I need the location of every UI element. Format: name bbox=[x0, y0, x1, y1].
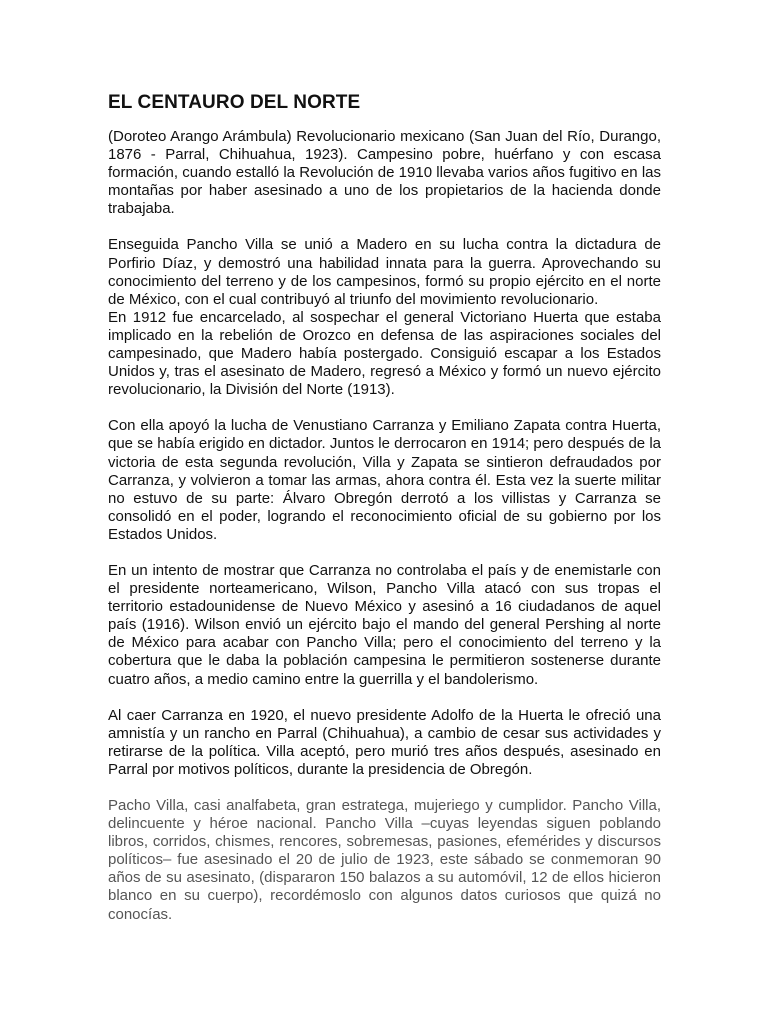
paragraph-curiosidades: Pacho Villa, casi analfabeta, gran estratega, mujeriego y cumplidor. Pancho Villa, delincuente y héroe nacional. Pancho Villa –cuyas leyendas siguen poblando libros, corridos, chismes, rencores, sobremesas, pasiones, efemérides y discursos políticos– fue asesinado el 20 de julio de 1923, este sábado se conmemoran 90 años de su asesinato, (dispararon 150 balazos a su automóvil, 12 de ellos hicieron blanco en su cuerpo), recordémoslo con algunos datos curiosos que quizá no conocías. bbox=[108, 797, 661, 923]
document-title: EL CENTAURO DEL NORTE bbox=[108, 92, 361, 113]
paragraph-madero: Enseguida Pancho Villa se unió a Madero en su lucha contra la dictadura de Porfirio Díaz, y demostró una habilidad innata para la guerra. Aprovechando su conocimiento del terreno y de los campesinos, formó su propio ejército en el norte de México, con el cual contribuyó al triunfo del movimiento revolucionario. bbox=[108, 236, 661, 308]
document-page bbox=[108, 92, 661, 924]
paragraph-intro: (Doroteo Arango Arámbula) Revolucionario mexicano (San Juan del Río, Durango, 1876 - Parral, Chihuahua, 1923). Campesino pobre, huérfano y con escasa formación, cuando estalló la Revolución de 1910 llevaba varios años fugitivo en las montañas por haber asesinado a uno de los propietarios de la hacienda donde trabajaba. bbox=[108, 128, 661, 218]
paragraph-1912: En 1912 fue encarcelado, al sospechar el general Victoriano Huerta que estaba implicado en la rebelión de Orozco en defensa de las aspiraciones sociales del campesinado, que Madero había postergado. Consiguió escapar a los Estados Unidos y, tras el asesinato de Madero, regresó a México y formó un nuevo ejército revolucionario, la División del Norte (1913). bbox=[108, 308, 661, 399]
paragraph-carranza-zapata: Con ella apoyó la lucha de Venustiano Carranza y Emiliano Zapata contra Huerta, que se había erigido en dictador. Juntos le derrocaron en 1914; pero después de la victoria de esta segunda revolución, Villa y Zapata se sintieron defraudados por Carranza, y volvieron a tomar las armas, ahora contra él. Esta vez la suerte militar no estuvo de su parte: Álvaro Obregón derrotó a los villistas y Carranza se consolidó en el poder, logrando el reconocimiento oficial de su gobierno por los Estados Unidos. bbox=[108, 417, 661, 543]
paragraph-nuevo-mexico: En un intento de mostrar que Carranza no controlaba el país y de enemistarle con el presidente norteamericano, Wilson, Pancho Villa atacó con sus tropas el territorio estadounidense de Nuevo México y asesinó a 16 ciudadanos de aquel país (1916). Wilson envió un ejército bajo el mando del general Pershing al norte de México para acabar con Pancho Villa; pero el conocimiento del terreno y la cobertura que le daba la población campesina le permitieron sostenerse durante cuatro años, a medio camino entre la guerrilla y el bandolerismo. bbox=[108, 561, 661, 688]
paragraph-1920: Al caer Carranza en 1920, el nuevo presidente Adolfo de la Huerta le ofreció una amnistía y un rancho en Parral (Chihuahua), a cambio de cesar sus actividades y retirarse de la política. Villa aceptó, pero murió tres años después, asesinado en Parral por motivos políticos, durante la presidencia de Obregón. bbox=[108, 706, 661, 778]
